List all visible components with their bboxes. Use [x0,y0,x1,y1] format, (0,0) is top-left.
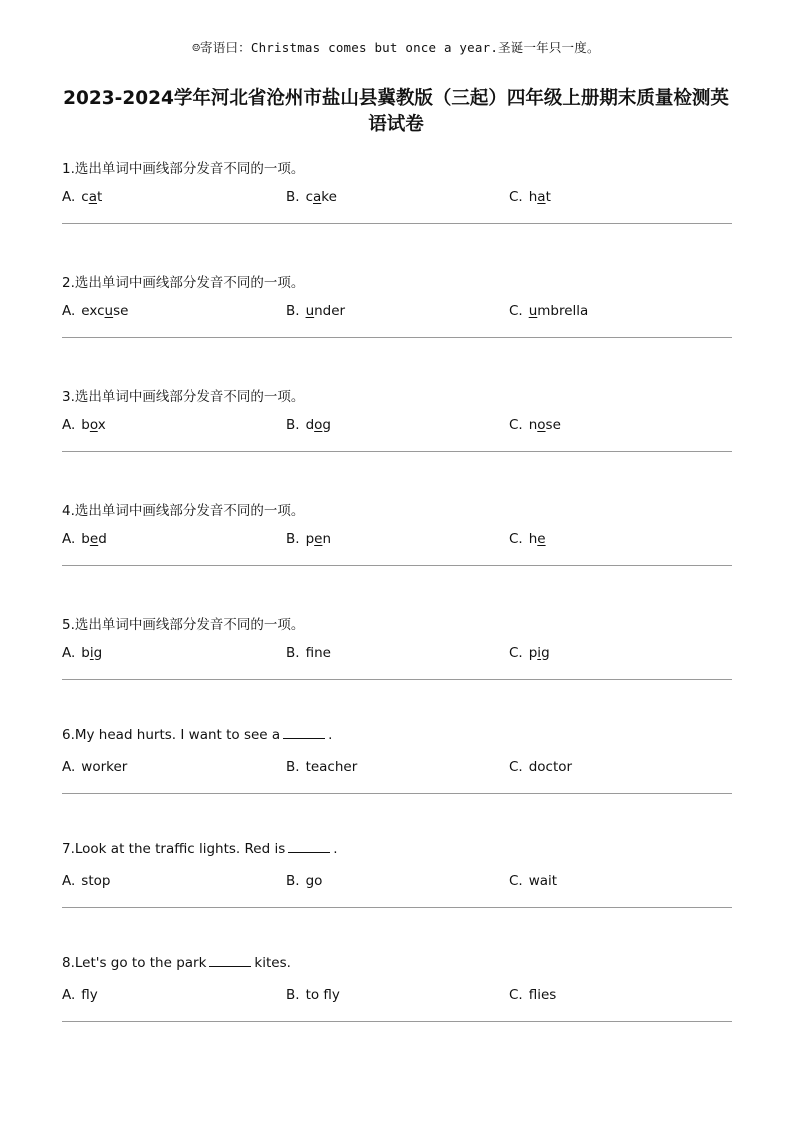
underlined-letters: o [89,417,98,433]
divider [62,679,732,680]
underlined-letters: i [89,645,94,661]
option-label: A. [62,759,76,775]
option-text: stop [81,873,111,889]
option-label: A. [62,531,76,547]
word-part: d [305,417,315,433]
question-stem: 3.选出单词中画线部分发音不同的一项。 [62,389,305,405]
option-text: wait [528,873,558,889]
word-part: se [545,417,561,433]
option-text: fly [81,987,98,1003]
underlined-letters: e [314,531,323,547]
header-motto: ☺寄语曰：Christmas comes but once a year.圣诞一年只一度。 [192,40,600,55]
option-text: to fly [305,987,340,1003]
question-2 [62,271,732,385]
underlined-letters: o [537,417,546,433]
word-part: c [81,189,89,205]
option-text: doctor [528,759,573,775]
option-label: B. [286,531,300,547]
question-stem [62,727,332,743]
option-b[interactable] [286,987,340,1003]
option-label: B. [286,987,300,1003]
word-part: x [97,417,106,433]
option-label: A. [62,987,76,1003]
question-stem: 2.选出单词中画线部分发音不同的一项。 [62,275,305,291]
word-part: p [528,645,538,661]
option-label: A. [62,417,76,433]
option-c[interactable] [509,987,556,1003]
option-a[interactable] [62,759,127,775]
option-a[interactable] [62,417,106,433]
question-4 [62,499,732,613]
stem-text: kites. [254,955,291,971]
question-7 [62,841,732,955]
option-label: A. [62,303,76,319]
option-a[interactable] [62,873,110,889]
question-3 [62,385,732,499]
option-a[interactable] [62,531,107,547]
word-part: nder [314,303,346,319]
word-part: ne [314,645,331,661]
word-part: f [305,645,315,661]
word-part: n [322,531,332,547]
option-b[interactable] [286,759,357,775]
option-label: C. [509,303,523,319]
options-row [62,759,732,779]
option-c[interactable] [509,759,572,775]
option-label: C. [509,873,523,889]
option-b[interactable] [286,303,345,319]
option-b[interactable] [286,645,331,661]
option-c[interactable] [509,873,557,889]
option-a[interactable] [62,189,102,205]
option-c[interactable] [509,303,588,319]
stem-text: . [333,841,338,857]
answer-blank [283,727,325,739]
underlined-letters: u [104,303,114,319]
question-6 [62,727,732,841]
underlined-letters: u [305,303,315,319]
options-row [62,189,732,209]
divider [62,337,732,338]
option-b[interactable] [286,189,337,205]
options-row [62,873,732,893]
option-label: C. [509,189,523,205]
answer-blank [288,841,330,853]
word-part: exc [81,303,105,319]
title-line-1: 2023-2024学年河北省沧州市盐山县冀教版（三起）四年级上册期末质量检测英 [63,88,729,109]
option-b[interactable] [286,873,322,889]
divider [62,223,732,224]
option-text: worker [81,759,128,775]
word-part: b [81,531,90,547]
stem-text: . [328,727,333,743]
option-a[interactable] [62,303,128,319]
question-stem [62,955,291,971]
option-text: flies [528,987,557,1003]
option-label: C. [509,759,523,775]
question-8 [62,955,732,1069]
question-5 [62,613,732,727]
underlined-letters: e [537,531,546,547]
word-part: b [81,645,90,661]
word-part: c [305,189,313,205]
underlined-letters: i [537,645,542,661]
option-label: B. [286,417,300,433]
underlined-letters: a [313,189,322,205]
option-b[interactable] [286,531,331,547]
divider [62,451,732,452]
option-c[interactable] [509,189,551,205]
option-label: A. [62,189,76,205]
option-label: C. [509,987,523,1003]
underlined-letters: u [528,303,538,319]
stem-text: 6.My head hurts. I want to see a [62,727,281,743]
word-part: d [98,531,107,547]
word-part: t [97,189,103,205]
word-part: p [305,531,315,547]
word-part: h [528,189,538,205]
option-b[interactable] [286,417,331,433]
word-part: h [528,531,538,547]
option-label: C. [509,531,523,547]
divider [62,565,732,566]
underlined-letters: a [88,189,98,205]
options-row [62,645,732,665]
question-stem: 5.选出单词中画线部分发音不同的一项。 [62,617,305,633]
option-label: B. [286,873,300,889]
options-row [62,531,732,551]
options-row [62,417,732,437]
option-c[interactable] [509,531,546,547]
stem-text: 8.Let's go to the park [62,955,207,971]
options-row [62,987,732,1007]
option-label: B. [286,189,300,205]
option-label: C. [509,417,523,433]
word-part: g [541,645,550,661]
option-label: A. [62,645,76,661]
underlined-letters: o [314,417,323,433]
question-1 [62,157,732,271]
underlined-letters: e [89,531,99,547]
word-part: n [528,417,538,433]
option-label: B. [286,645,300,661]
word-part: g [93,645,103,661]
word-part: se [113,303,129,319]
document-title [40,86,752,138]
word-part: ke [321,189,337,205]
divider [62,1021,732,1022]
option-label: B. [286,303,300,319]
option-text: teacher [305,759,358,775]
answer-blank [209,955,251,967]
question-stem: 1.选出单词中画线部分发音不同的一项。 [62,161,305,177]
option-label: C. [509,645,523,661]
stem-text: 7.Look at the traffic lights. Red is [62,841,286,857]
option-text: go [305,873,323,889]
word-part: mbrella [537,303,589,319]
word-part: b [81,417,90,433]
word-part: t [545,189,551,205]
options-row [62,303,732,323]
divider [62,907,732,908]
underlined-letters: a [537,189,546,205]
option-label: A. [62,873,76,889]
option-a[interactable] [62,645,102,661]
word-part: g [322,417,331,433]
option-label: B. [286,759,300,775]
option-c[interactable] [509,645,550,661]
question-stem: 4.选出单词中画线部分发音不同的一项。 [62,503,305,519]
title-line-2: 语试卷 [368,114,424,135]
question-stem [62,841,338,857]
option-c[interactable] [509,417,561,433]
option-a[interactable] [62,987,98,1003]
divider [62,793,732,794]
